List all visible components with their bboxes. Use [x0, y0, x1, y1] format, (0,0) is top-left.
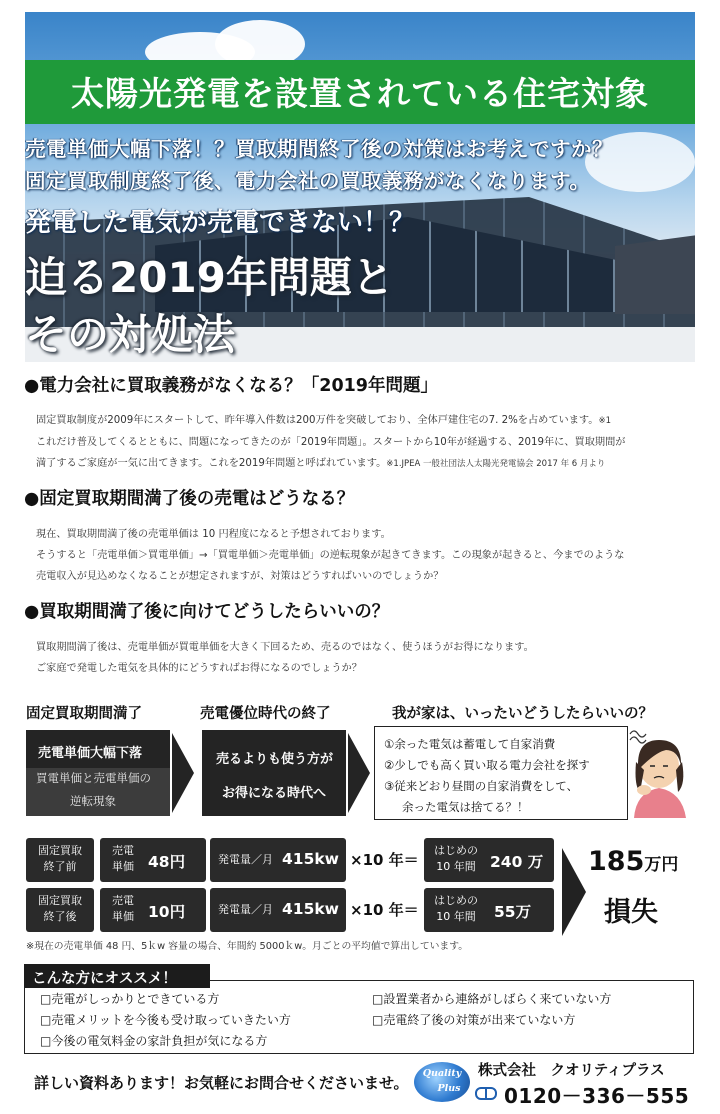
- calc-row2-price: [100, 888, 206, 932]
- calc-row1-total: [424, 838, 554, 882]
- recommend-tag: こんな方にオススメ！: [24, 964, 210, 988]
- flow-label-2: 売電優位時代の終了: [200, 706, 331, 722]
- recommend-item: □売電終了後の対策が出来ていない方: [372, 1013, 576, 1027]
- recommend-item: □設置業者から連絡がしばらく来ていない方: [372, 992, 612, 1006]
- calc-row1-first-l2: 10 年間: [436, 860, 476, 873]
- loss-word: 損失: [604, 897, 658, 928]
- section1-paragraph: [36, 410, 625, 475]
- section3-line-1: 買取期間満了後は、売電単価が買電単価を大きく下回るため、売るのではなく、使うほうがお得になります。: [36, 642, 534, 653]
- calc-row2-label: [26, 888, 94, 932]
- calc-row1-gen-label: 発電量／月: [218, 853, 273, 866]
- flow-arrow-icon: [172, 733, 194, 813]
- calc-row1-price: [100, 838, 206, 882]
- result-arrow-icon: [562, 848, 586, 936]
- company-logo-text: [414, 1066, 470, 1096]
- section2-line-2: そうすると「売電単価＞買電単価」→「買電単価＞売電単価」の逆転現象が起きてきます。この現象が起きると、今までのような: [36, 550, 625, 561]
- hero-banner: [25, 12, 695, 362]
- calc-row2-first-l2: 10 年間: [436, 910, 476, 923]
- calc-row2-first-l1: はじめの: [434, 894, 478, 907]
- calc-row1-gen: [210, 838, 346, 882]
- option-1: ①余った電気は蓄電して自家消費: [384, 737, 556, 751]
- loss-amount: [588, 846, 678, 877]
- logo-text-line-2: Plus: [437, 1083, 461, 1094]
- free-dial-icon: [475, 1087, 497, 1100]
- hero-title: 太陽光発電を設置されている住宅対象: [71, 74, 649, 113]
- loss-unit: 万円: [644, 855, 679, 875]
- section3-line-2: ご家庭で発電した電気を具体的にどうすればお得になるのでしょうか？: [36, 663, 362, 674]
- flow-box-2-line-1: 売るよりも使う方が: [216, 752, 334, 767]
- phone-number[interactable]: 0120－336－555: [504, 1084, 690, 1108]
- calc-row2-price-l2: 単価: [112, 910, 134, 923]
- calc-row1-mult: ×10 年＝: [350, 851, 419, 869]
- flow-label-3: 我が家は、いったいどうしたらいいの？: [392, 706, 653, 722]
- flow-box-2-line-2: お得になる時代へ: [222, 786, 327, 801]
- flow-box-2: [202, 730, 346, 816]
- section3-heading: ●買取期間満了後に向けてどうしたらいいの？: [24, 602, 390, 622]
- option-3: ③従来どおり昼間の自家消費をして、: [384, 779, 579, 793]
- option-3-continued: 余った電気は捨てる？！: [402, 800, 529, 814]
- calc-row2-mult: ×10 年＝: [350, 901, 419, 919]
- calc-row1-label-l1: 固定買取: [38, 844, 82, 857]
- section1-source-note: ※1.JPEA 一般社団法人太陽光発電協会 2017 年 6 月より: [386, 459, 606, 469]
- worried-person-icon: [626, 726, 692, 822]
- calc-row2-price-l1: 売電: [112, 894, 134, 907]
- contact-cta: 詳しい資料あります！お気軽にお問合せくださいませ。: [34, 1074, 409, 1092]
- calc-row1-price-l2: 単価: [112, 860, 134, 873]
- calc-row2-total: [424, 888, 554, 932]
- calc-row2-gen: [210, 888, 346, 932]
- hero-headline-1: 迫る2019年問題と: [25, 253, 394, 302]
- calc-row1-first-l1: はじめの: [434, 844, 478, 857]
- recommend-item: □今後の電気料金の家計負担が気になる方: [40, 1034, 268, 1048]
- hero-line-1: 売電単価大幅下落！？買取期間終了後の対策はお考えですか？: [25, 137, 613, 161]
- logo-text-line-1: Quality: [422, 1068, 462, 1079]
- section1-line-2: これだけ普及してくるとともに、問題になってきたのが「2019年問題」。スタートから10年が経過する、2019年に、買取期間が: [36, 437, 626, 448]
- calc-row2-label-l2: 終了後: [43, 910, 77, 923]
- section1-line-1: 固定買取制度が2009年にスタートして、昨年導入件数は200万件を突破しており、全体戸建住宅の7. 2%を占めています。: [36, 415, 599, 426]
- flow-arrow-icon: [348, 733, 370, 813]
- flow-label-1: 固定買取期間満了: [26, 706, 142, 722]
- calc-row2-price-value: 10円: [148, 903, 186, 921]
- calc-row2-total-value: 55万: [494, 903, 532, 921]
- option-2: ②少しでも高く買い取る電力会社を探す: [384, 758, 590, 772]
- section2-line-3: 売電収入が見込めなくなることが想定されますが、対策はどうすればいいのでしょうか？: [36, 571, 444, 582]
- company-name: 株式会社 クオリティプラス: [478, 1063, 665, 1079]
- loss-number: 185: [588, 846, 645, 877]
- calc-footnote: ※現在の売電単価 48 円、5ｋw 容量の場合、年間約 5000ｋw。月ごとの平均値で算出しています。: [26, 941, 469, 952]
- section1-heading: ●電力会社に買取義務がなくなる？「2019年問題」: [24, 376, 438, 396]
- section1-line-3: 満了するご家庭が一気に出てきます。これを2019年問題と呼ばれています。: [36, 458, 387, 469]
- calc-row1-label: [26, 838, 94, 882]
- calc-row1-label-l2: 終了前: [43, 860, 77, 873]
- calc-row2-gen-value: 415kw: [282, 900, 339, 918]
- hero-line-2: 固定買取制度終了後、電力会社の買取義務がなくなります。: [25, 169, 591, 193]
- flow-box-1: [26, 730, 170, 816]
- section2-line-1: 現在、買取期間満了後の売電単価は 10 円程度になると予想されております。: [36, 529, 391, 540]
- calc-row2-gen-label: 発電量／月: [218, 903, 273, 916]
- recommend-item: □売電メリットを今後も受け取っていきたい方: [40, 1013, 291, 1027]
- flow-box-1-line-1: 買電単価と売電単価の: [36, 771, 151, 785]
- hero-line-3: 発電した電気が売電できない！？: [25, 208, 416, 238]
- calc-row1-price-value: 48円: [148, 853, 186, 871]
- section3-paragraph: [36, 637, 534, 679]
- calc-row1-price-l1: 売電: [112, 844, 134, 857]
- section2-paragraph: [36, 524, 624, 587]
- hero-headline-2: その対処法: [25, 310, 236, 359]
- recommend-item: □売電がしっかりとできている方: [40, 992, 220, 1006]
- calc-row1-total-value: 240 万: [490, 853, 544, 871]
- calc-row1-gen-value: 415kw: [282, 850, 339, 868]
- section2-heading: ●固定買取期間満了後の売電はどうなる？: [24, 489, 355, 509]
- section1-note-1: ※1: [598, 416, 611, 426]
- flow-box-1-title: 売電単価大幅下落: [38, 746, 143, 761]
- calc-row2-label-l1: 固定買取: [38, 894, 82, 907]
- flow-box-1-line-2: 逆転現象: [70, 794, 116, 808]
- neighbor-roof-image: [615, 234, 695, 314]
